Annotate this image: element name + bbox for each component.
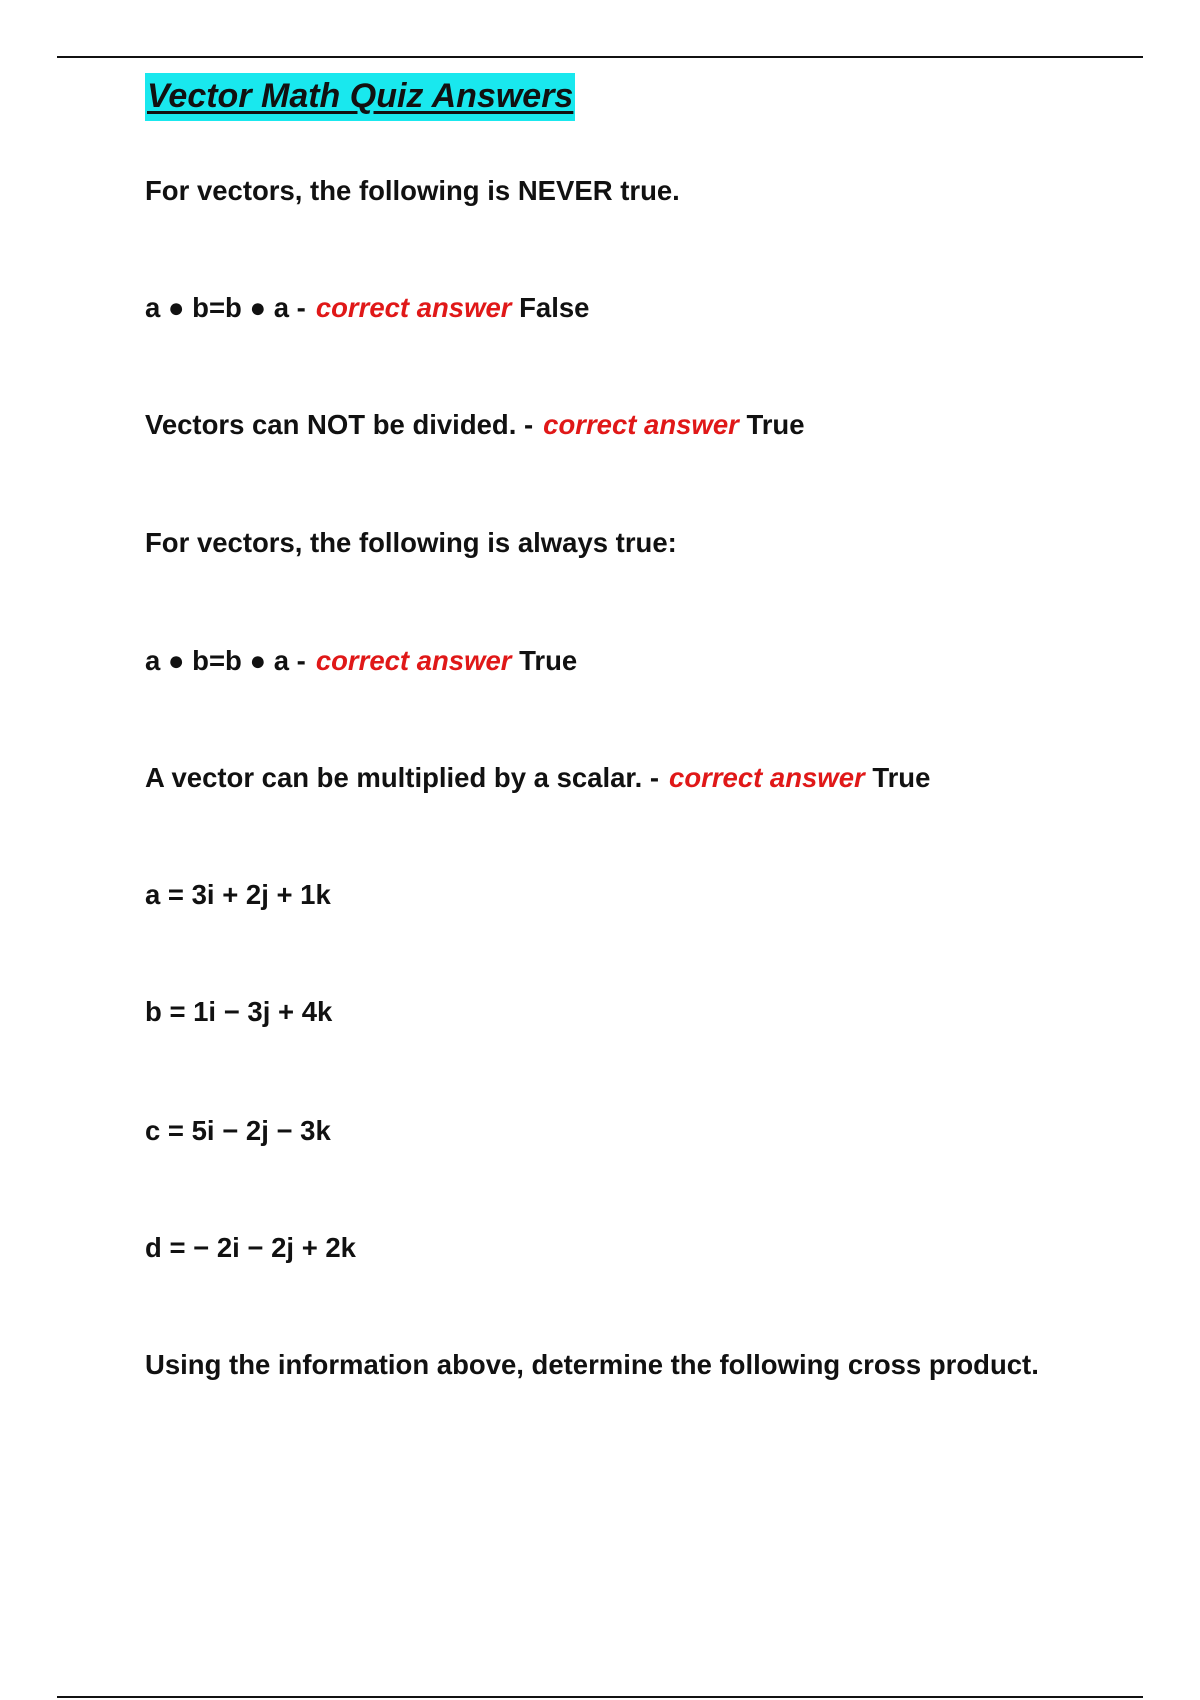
- correct-answer-label: correct answer: [315, 292, 512, 323]
- question-text: A vector can be multiplied by a scalar. -: [145, 762, 660, 793]
- quiz-item-vectors-divided: [145, 407, 805, 443]
- vector-d-definition: d = − 2i − 2j + 2k: [145, 1232, 356, 1263]
- quiz-item-scalar-multiplication: [145, 760, 930, 796]
- correct-answer-label: correct answer: [669, 762, 865, 793]
- vector-c-definition: c = 5i − 2j − 3k: [145, 1115, 331, 1146]
- correct-answer-label: correct answer: [315, 645, 512, 676]
- statement-always-true: For vectors, the following is always true:: [145, 527, 677, 558]
- quiz-item-dot-product-always: [145, 643, 577, 679]
- vector-b-definition: b = 1i − 3j + 4k: [145, 996, 333, 1027]
- answer-value: True: [519, 645, 578, 676]
- vector-a-definition: a = 3i + 2j + 1k: [145, 879, 331, 910]
- statement-never-true: For vectors, the following is NEVER true.: [145, 175, 680, 206]
- cross-product-instruction: Using the information above, determine the following cross product.: [145, 1349, 1039, 1380]
- correct-answer-label: correct answer: [543, 409, 739, 440]
- answer-value: True: [872, 762, 931, 793]
- quiz-item-dot-product-never: [145, 290, 589, 326]
- top-rule: [57, 56, 1143, 58]
- answer-value: True: [746, 409, 805, 440]
- answer-value: False: [519, 292, 590, 323]
- question-text: a ● b=b ● a -: [145, 645, 306, 676]
- question-text: Vectors can NOT be divided. -: [145, 409, 534, 440]
- page-title: Vector Math Quiz Answers: [145, 73, 575, 121]
- question-text: a ● b=b ● a -: [145, 292, 306, 323]
- bottom-rule: [57, 1696, 1143, 1698]
